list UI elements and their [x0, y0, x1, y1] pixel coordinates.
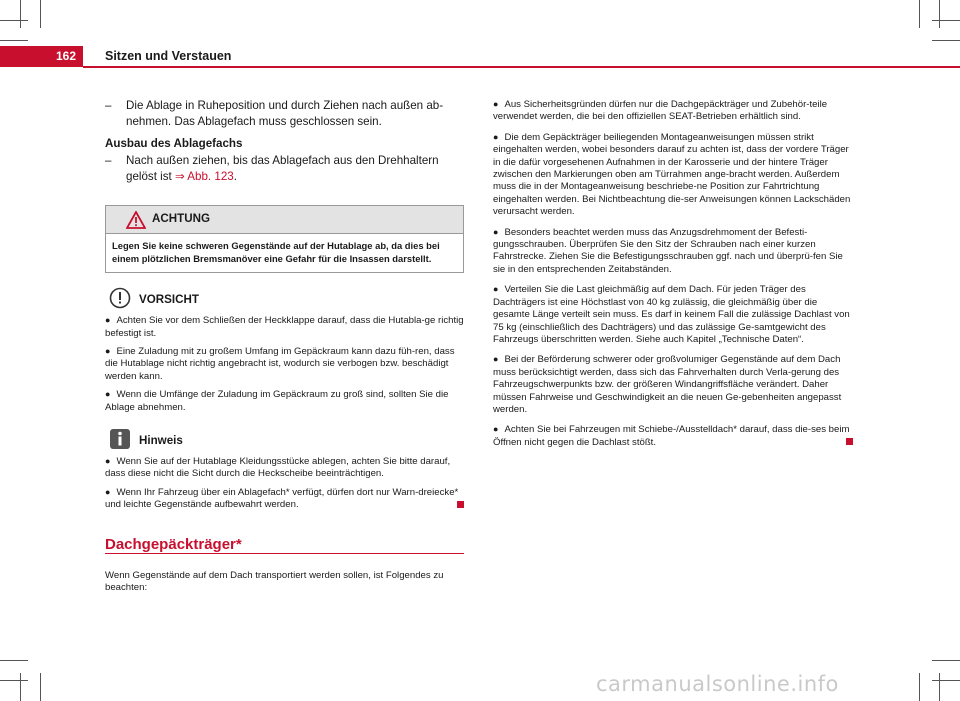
- section-end-mark: [846, 438, 853, 445]
- list-text: Die dem Gepäckträger beiliegenden Montageanweisungen müssen strikt eingehalten werden, wobei besonders darauf zu achten ist, dass der vordere Träger in die dafür vorgesehenen Aufnahmen in der Karosserie und der hintere Träger zwischen den Markierungen oben am Türrahmen ange-bracht werden. Außerdem muss die in der Montageanweisung beschriebe-ne Position zur Fahrtrichtung eingehalten werden. Bei Nichtbeachtung die-ser Anweisungen können Lackschäden verursacht werden.: [493, 131, 851, 218]
- note-title: Hinweis: [139, 434, 183, 448]
- crop-mark: [939, 673, 940, 701]
- crop-mark: [0, 680, 28, 681]
- step-text: Die Ablage in Ruheposition und durch Ziehen nach außen ab-nehmen. Das Ablagefach muss geschlossen sein.: [126, 99, 444, 128]
- chapter-title: Sitzen und Verstauen: [105, 49, 232, 63]
- note-item: [105, 455, 464, 481]
- crop-mark: [932, 680, 960, 681]
- caution-item: [105, 345, 464, 383]
- right-column: [493, 98, 853, 449]
- list-text: Verteilen Sie die Last gleichmäßig auf dem Dach. Für jeden Träger des Dachträgers ist eine Höchstlast von 40 kg zulässig, die gleichmäßig über die gesamte Länge verteilt sein muss. Es darf in keinem Fall die zulässige Dachlast von 75 kg (einschließlich des Dachträgers) und das zulässige Ge-samtgewicht des Fahrzeugs überschritten werden. Siehe auch Kapitel „Technische Daten“.: [493, 284, 850, 345]
- crop-mark: [0, 20, 28, 21]
- caution-title: VORSICHT: [139, 293, 199, 307]
- info-icon: [109, 428, 131, 450]
- section-title: Dachgepäckträger*: [105, 536, 242, 553]
- bullet-marker: ●: [493, 354, 499, 365]
- list-item: [493, 283, 853, 346]
- crop-mark: [40, 0, 41, 28]
- list-text: Achten Sie bei Fahrzeugen mit Schiebe-/Ausstelldach* darauf, dass die-ses beim Öffnen nicht gegen die Dachlast stößt.: [493, 424, 850, 448]
- dash-marker: –: [105, 99, 112, 112]
- left-column: [105, 98, 464, 512]
- bullet-marker: ●: [105, 486, 111, 497]
- bullet-marker: ●: [105, 346, 111, 357]
- instruction-step: [105, 153, 464, 185]
- caution-text: Achten Sie vor dem Schließen der Heckklappe darauf, dass die Hutabla-ge richtig befestigt ist.: [105, 315, 464, 339]
- instruction-step: [105, 98, 464, 130]
- caution-text: Wenn die Umfänge der Zuladung im Gepäckraum zu groß sind, sollten Sie die Ablage abnehmen.: [105, 389, 449, 413]
- crop-mark: [20, 0, 21, 28]
- section-end-mark: [457, 501, 464, 508]
- warning-triangle-icon: [126, 211, 146, 229]
- list-item: [493, 353, 853, 416]
- warning-title: ACHTUNG: [152, 212, 210, 226]
- list-text: Aus Sicherheitsgründen dürfen nur die Dachgepäckträger und Zubehör-teile verwendet werden, die bei den offiziellen SEAT-Betrieben erhältlich sind.: [493, 99, 828, 123]
- bullet-marker: ●: [105, 456, 111, 467]
- page-number: 162: [55, 49, 76, 63]
- list-item: [493, 131, 853, 219]
- note-text: Wenn Sie auf der Hutablage Kleidungsstücke ablegen, achten Sie bitte darauf, dass diese nicht die Sicht durch die Heckscheibe beeinträchtigen.: [105, 456, 451, 480]
- bullet-marker: ●: [105, 389, 111, 400]
- note-item: [105, 486, 464, 512]
- bullet-marker: ●: [493, 284, 499, 295]
- bullet-marker: ●: [493, 226, 499, 237]
- list-item: [493, 98, 853, 124]
- caution-item: [105, 388, 464, 414]
- crop-mark: [0, 660, 28, 661]
- section-rule: [105, 553, 464, 554]
- warning-text: Legen Sie keine schweren Gegenstände auf der Hutablage ab, da dies bei einem plötzlichen Bremsmanöver eine Gefahr für die Insassen darstellt.: [112, 240, 440, 264]
- note-text: Wenn Ihr Fahrzeug über ein Ablagefach* verfügt, dürfen dort nur Warn-dreiecke* und leichte Gegenstände aufbewahrt werden.: [105, 486, 459, 511]
- crop-mark: [40, 673, 41, 701]
- figure-link[interactable]: ⇒ Abb. 123: [175, 170, 234, 184]
- crop-mark: [932, 660, 960, 661]
- header-rule: [83, 66, 960, 68]
- list-item: [493, 226, 853, 277]
- caution-item: [105, 314, 464, 340]
- bullet-marker: ●: [493, 131, 499, 142]
- crop-mark: [919, 673, 920, 701]
- caution-text: Eine Zuladung mit zu großem Umfang im Gepäckraum kann dazu füh-ren, dass die Hutablage nicht richtig angebracht ist, wodurch sie verbogen bzw. beschädigt werden kann.: [105, 346, 455, 382]
- crop-mark: [0, 40, 28, 41]
- crop-mark: [939, 0, 940, 28]
- step-text: Nach außen ziehen, bis das Ablagefach aus den Drehhaltern gelöst ist: [126, 154, 439, 184]
- crop-mark: [932, 40, 960, 41]
- caution-icon: [109, 287, 131, 309]
- list-text: Bei der Beförderung schwerer oder großvolumiger Gegenstände auf dem Dach muss berücksichtigt werden, dass sich das Fahrverhalten durch Verla-gerung des Fahrzeugschwerpunkts bzw. der größeren Windangriffsfläche verändert. Daher müssen Fahrweise und Geschwindigkeit an die neuen Ge-gebenheiten angepasst werden.: [493, 354, 842, 415]
- step-end: .: [233, 170, 237, 184]
- sub-heading: Ausbau des Ablagefachs: [105, 137, 243, 150]
- crop-mark: [932, 20, 960, 21]
- crop-mark: [919, 0, 920, 28]
- watermark: carmanualsonline.info: [596, 672, 839, 696]
- list-item: [493, 423, 853, 449]
- bullet-marker: ●: [105, 315, 111, 326]
- note-header: [105, 428, 464, 450]
- dash-marker: –: [105, 154, 112, 168]
- caution-header: [105, 287, 464, 309]
- bullet-marker: ●: [493, 424, 499, 435]
- bullet-marker: ●: [493, 99, 499, 109]
- warning-box: [105, 205, 464, 273]
- page-number-badge: [0, 46, 83, 67]
- warning-header: [106, 206, 463, 234]
- section-intro: Wenn Gegenstände auf dem Dach transportiert werden sollen, ist Folgendes zu beachten:: [105, 570, 444, 594]
- list-text: Besonders beachtet werden muss das Anzugsdrehmoment der Befesti-gungsschrauben. Überprüfen Sie den Sitz der Schrauben nach einer kurzen Fahrstrecke. Ziehen Sie die Befestigungsschrauben ggf. nach und überprü-fen Sie sie in den entsprechenden Zeitabständen.: [493, 226, 843, 275]
- crop-mark: [20, 673, 21, 701]
